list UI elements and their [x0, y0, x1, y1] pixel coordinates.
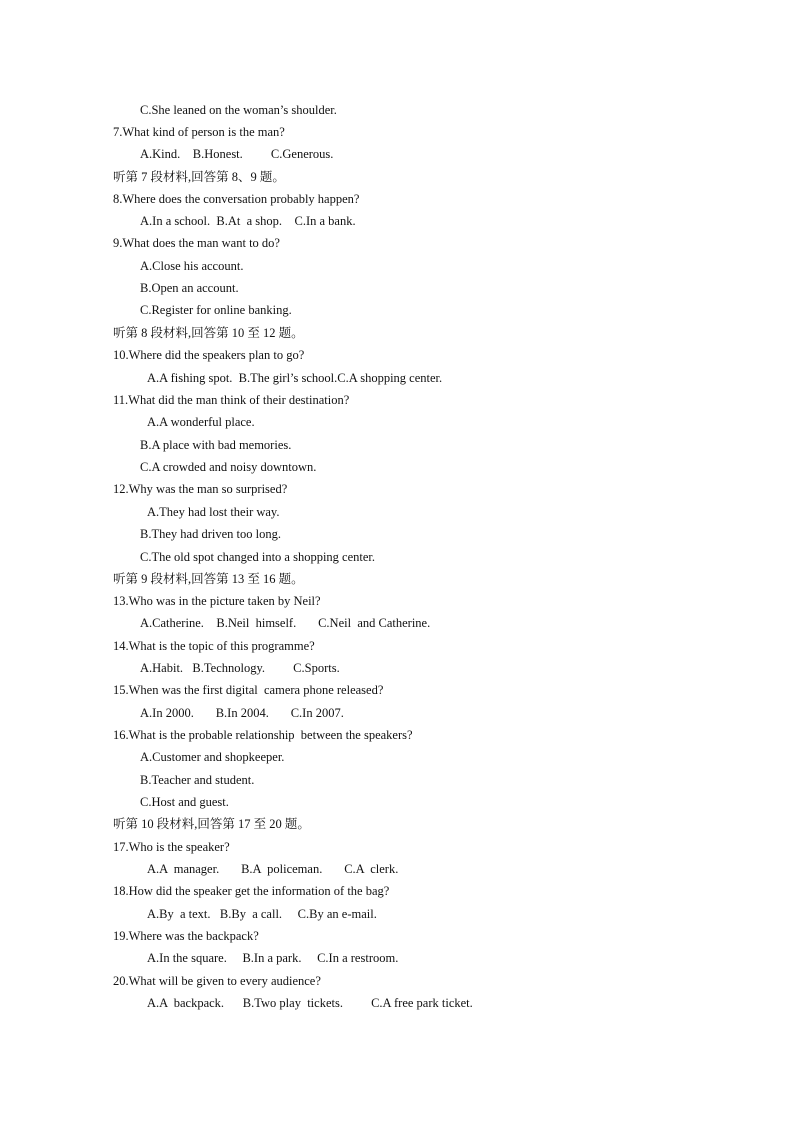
question-line: 9.What does the man want to do?: [113, 236, 280, 250]
question-line: 13.Who was in the picture taken by Neil?: [113, 594, 321, 608]
question-line: 20.What will be given to every audience?: [113, 974, 321, 988]
option-line: C.Host and guest.: [140, 795, 229, 809]
question-line: 11.What did the man think of their destination?: [113, 393, 350, 407]
section-heading: 听第 8 段材料,回答第 10 至 12 题。: [113, 326, 304, 340]
question-line: 15.When was the first digital camera phone released?: [113, 683, 384, 697]
option-line: A.A manager. B.A policeman. C.A clerk.: [147, 862, 399, 876]
question-line: 10.Where did the speakers plan to go?: [113, 348, 305, 362]
question-line: 12.Why was the man so surprised?: [113, 482, 288, 496]
option-line: A.In 2000. B.In 2004. C.In 2007.: [140, 706, 344, 720]
section-heading: 听第 7 段材料,回答第 8、9 题。: [113, 170, 285, 184]
question-line: 18.How did the speaker get the information of the bag?: [113, 884, 390, 898]
option-line: A.A backpack. B.Two play tickets. C.A free park ticket.: [147, 996, 473, 1010]
option-line: A.A wonderful place.: [147, 415, 255, 429]
option-line: A.Kind. B.Honest. C.Generous.: [140, 147, 334, 161]
option-line: B.A place with bad memories.: [140, 438, 292, 452]
question-line: 7.What kind of person is the man?: [113, 125, 285, 139]
option-line: A.In a school. B.At a shop. C.In a bank.: [140, 214, 356, 228]
option-line: C.The old spot changed into a shopping center.: [140, 550, 376, 564]
question-line: 17.Who is the speaker?: [113, 840, 230, 854]
option-line: B.Teacher and student.: [140, 773, 255, 787]
option-line: A.In the square. B.In a park. C.In a restroom.: [147, 951, 399, 965]
question-line: 16.What is the probable relationship between the speakers?: [113, 728, 413, 742]
option-line: B.Open an account.: [140, 281, 239, 295]
option-line: A.Close his account.: [140, 259, 244, 273]
option-line: C.She leaned on the woman’s shoulder.: [140, 103, 337, 117]
option-line: A.A fishing spot. B.The girl’s school.C.A shopping center.: [147, 371, 443, 385]
option-line: C.A crowded and noisy downtown.: [140, 460, 317, 474]
option-line: A.Catherine. B.Neil himself. C.Neil and Catherine.: [140, 616, 431, 630]
section-heading: 听第 9 段材料,回答第 13 至 16 题。: [113, 572, 304, 586]
question-line: 8.Where does the conversation probably happen?: [113, 192, 360, 206]
option-line: B.They had driven too long.: [140, 527, 281, 541]
option-line: A.By a text. B.By a call. C.By an e-mail.: [147, 907, 377, 921]
section-heading: 听第 10 段材料,回答第 17 至 20 题。: [113, 817, 310, 831]
option-line: A.Habit. B.Technology. C.Sports.: [140, 661, 340, 675]
option-line: A.Customer and shopkeeper.: [140, 750, 285, 764]
option-line: A.They had lost their way.: [147, 505, 280, 519]
option-line: C.Register for online banking.: [140, 303, 292, 317]
question-line: 14.What is the topic of this programme?: [113, 639, 315, 653]
question-line: 19.Where was the backpack?: [113, 929, 259, 943]
